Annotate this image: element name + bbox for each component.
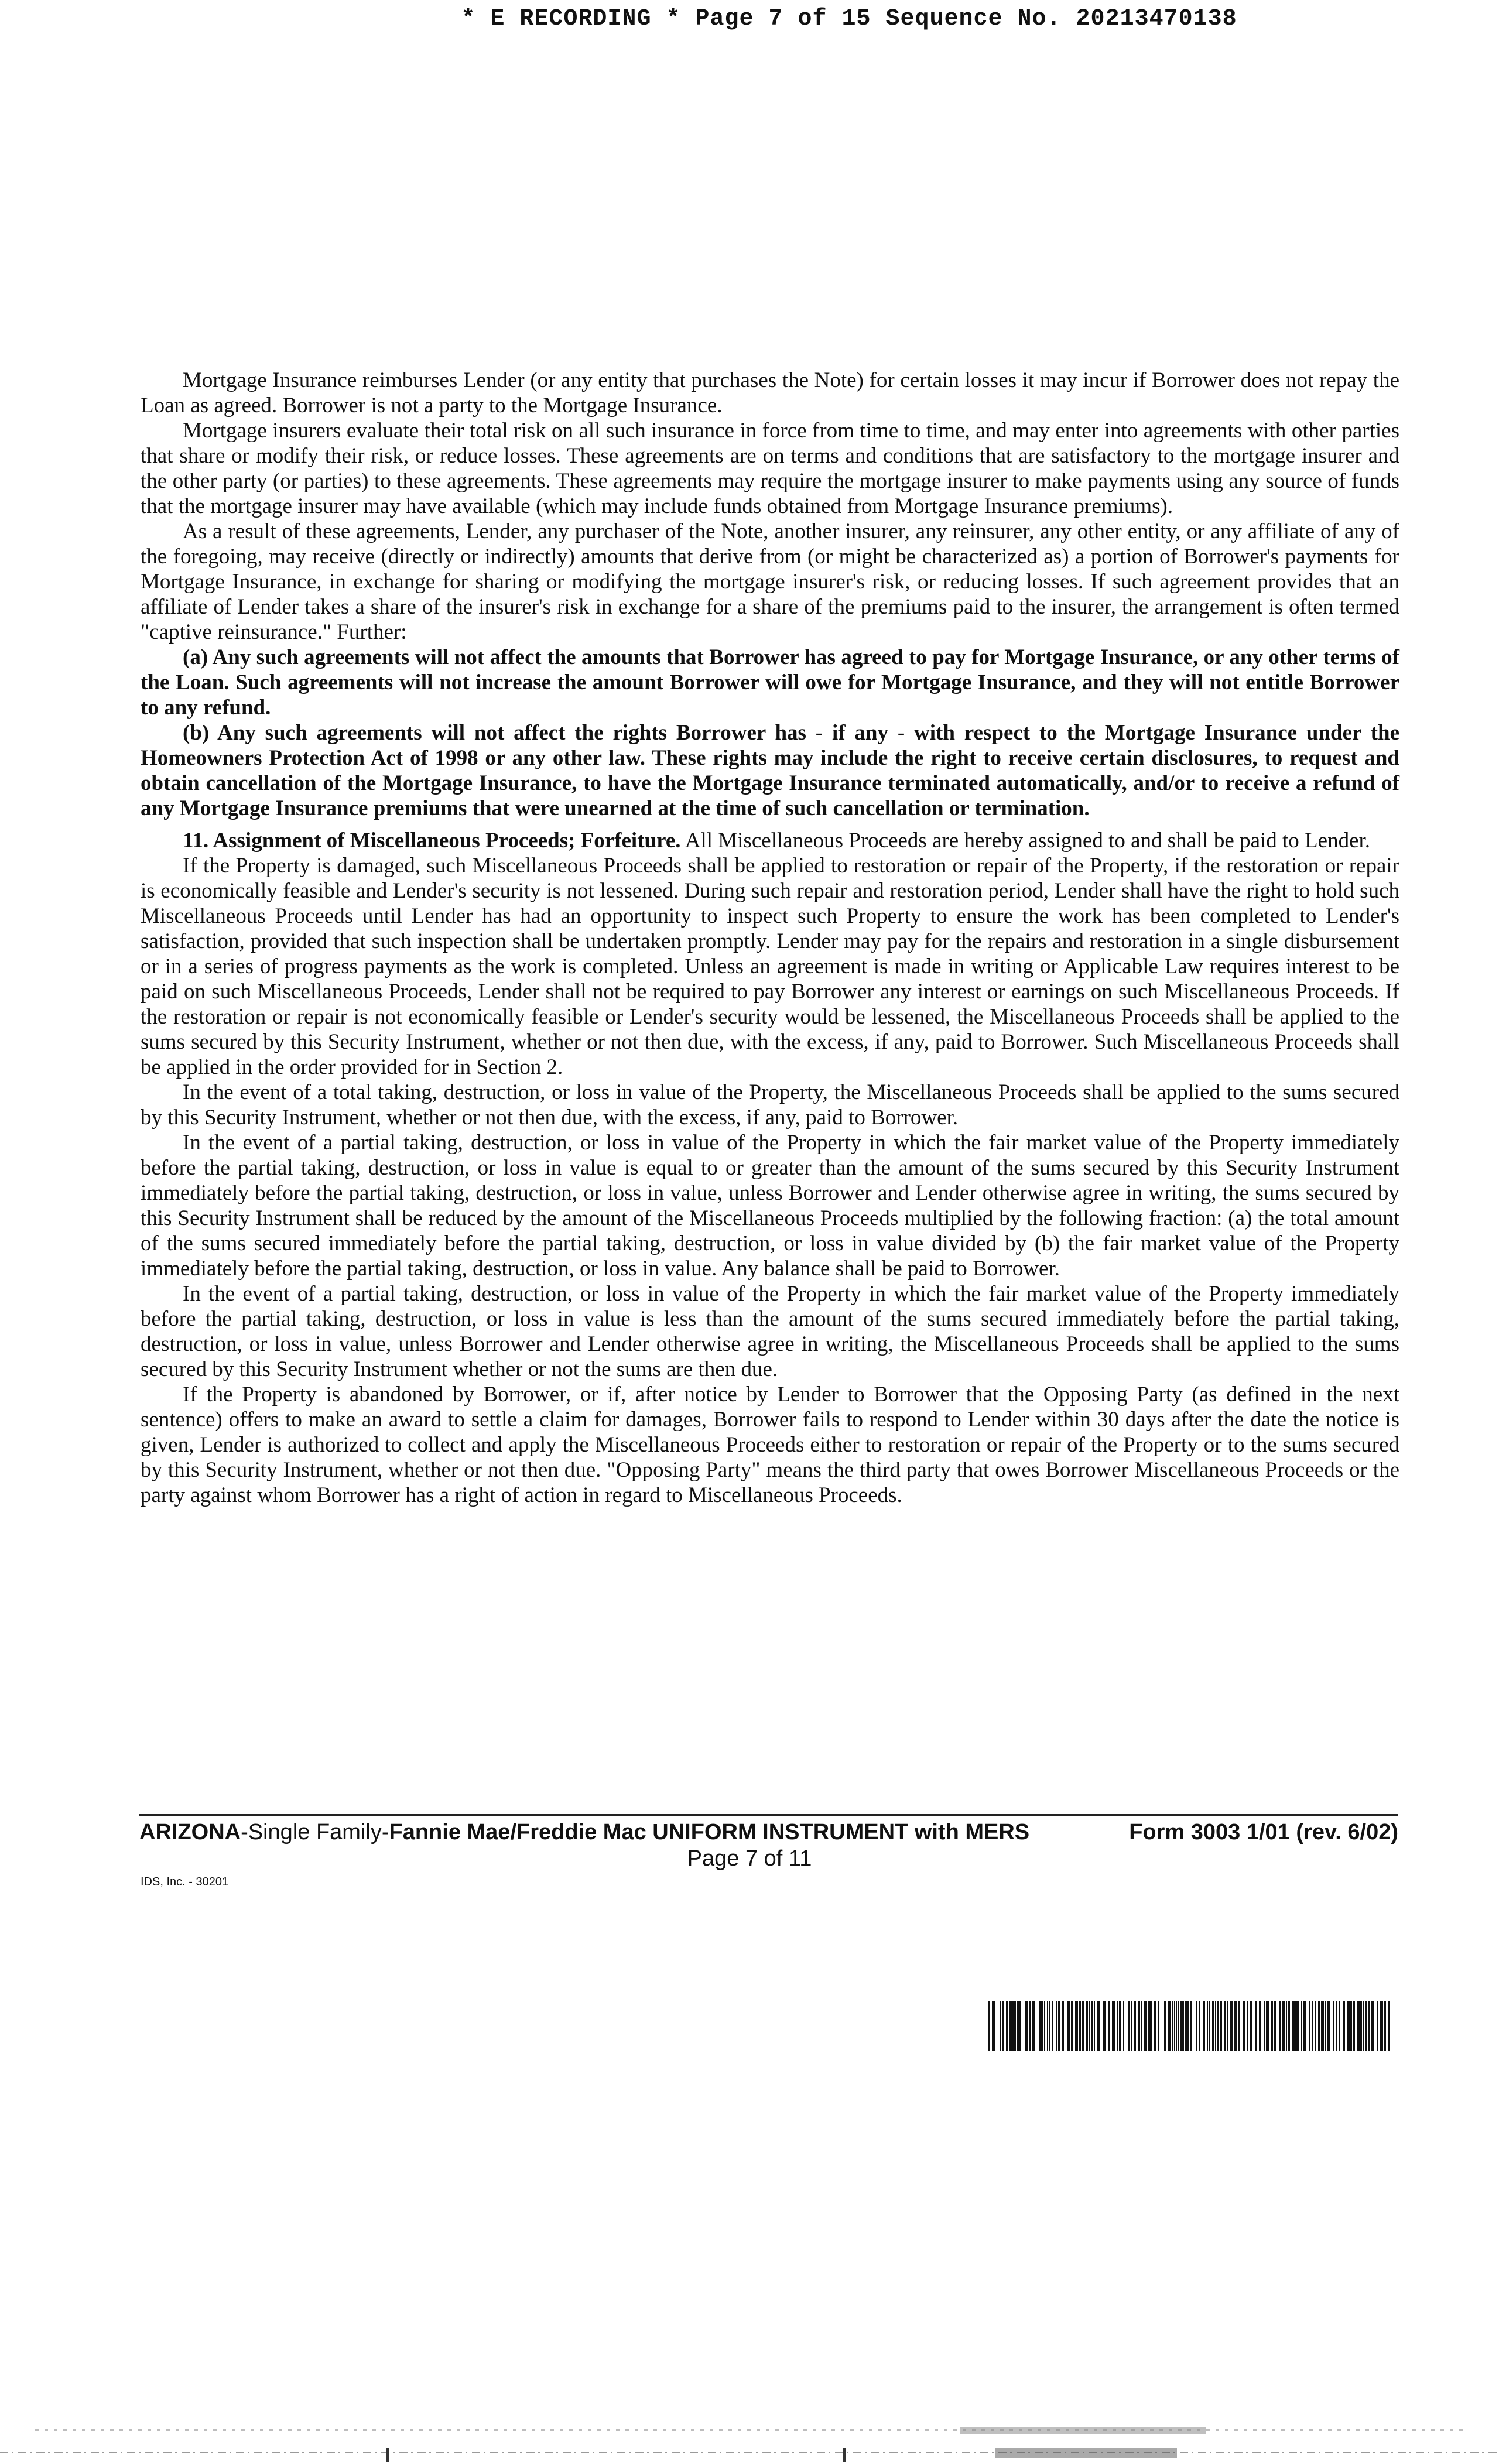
barcode-bar: [1321, 2001, 1324, 2051]
barcode-bar: [1094, 2001, 1095, 2051]
barcode-bar: [1041, 2001, 1043, 2051]
barcode-bar: [1018, 2001, 1021, 2051]
barcode-bar: [1264, 2001, 1265, 2051]
barcode-bar: [1029, 2001, 1031, 2051]
barcode-bar: [1190, 2001, 1192, 2051]
barcode-bar: [1086, 2001, 1088, 2051]
barcode-bar: [1385, 2001, 1386, 2051]
paragraph-mi-agreements: As a result of these agreements, Lender, any purchaser of the Note, another insurer, any reinsurer, any other entity, or any affiliate of any of the foregoing, may receive (directly or indirectly) amounts that derive from (or might be characterized as) a portion of Borrower's payments for Mortgage Insurance, in exchange for sharing or modifying the mortgage insurer's risk, or reducing losses. If such agreement provides that an affiliate of Lender takes a share of the insurer's risk in exchange for a share of the premiums paid to the insurer, the arrangement is often termed "captive reinsurance." Further:: [141, 519, 1399, 644]
barcode-bar: [1301, 2001, 1302, 2051]
barcode-bar: [1178, 2001, 1179, 2051]
barcode-bar: [993, 2001, 995, 2051]
barcode-bar: [1032, 2001, 1035, 2051]
barcode-bar: [1180, 2001, 1183, 2051]
barcode-bar: [1009, 2001, 1011, 2051]
barcode-bar: [1217, 2001, 1219, 2051]
scan-artifact-strip: [0, 2424, 1499, 2464]
barcode-bar: [1049, 2001, 1050, 2051]
footer-form-title: [139, 1820, 1029, 1845]
barcode-bar: [1279, 2001, 1281, 2051]
barcode-bar: [1365, 2001, 1367, 2051]
barcode-bar: [1185, 2001, 1187, 2051]
barcode-bar: [1199, 2001, 1200, 2051]
barcode-bar: [1363, 2001, 1364, 2051]
section-11-intro: [141, 828, 1399, 853]
footer-form-line: [139, 1820, 1398, 1845]
barcode-bar: [1213, 2001, 1214, 2051]
barcode-bar: [1144, 2001, 1147, 2051]
barcode-bar: [1292, 2001, 1295, 2051]
barcode-bar: [1380, 2001, 1383, 2051]
barcode-bar: [1309, 2001, 1310, 2051]
paragraph-mi-reimburses: Mortgage Insurance reimburses Lender (or any entity that purchases the Note) for certain losses it may incur if Borrower does not repay the Loan as agreed. Borrower is not a party to the Mortgage Insurance.: [141, 368, 1399, 417]
barcode-bar: [1298, 2001, 1299, 2051]
barcode-bar: [988, 2001, 990, 2051]
barcode-bar: [1215, 2001, 1216, 2051]
barcode-bar: [1295, 2001, 1298, 2051]
barcode-bar: [1062, 2001, 1064, 2051]
barcode-bar: [1112, 2001, 1114, 2051]
barcode-bar: [1271, 2001, 1273, 2051]
barcode-bar: [1360, 2001, 1362, 2051]
paragraph-abandoned: If the Property is abandoned by Borrower, or if, after notice by Lender to Borrower that the Opposing Party (as defined in the next sentence) offers to make an award to settle a claim for damages, Borrower fails to respond to Lender within 30 days after the date the notice is given, Lender is authorized to collect and apply the Miscellaneous Proceeds either to restoration or repair of the Property or to the sums secured by this Security Instrument, whether or not then due. "Opposing Party" means the third party that owes Borrower Miscellaneous Proceeds or the party against whom Borrower has a right of action in regard to Miscellaneous Proceeds.: [141, 1382, 1399, 1507]
barcode-bar: [1117, 2001, 1118, 2051]
barcode-bar: [1315, 2001, 1316, 2051]
barcode-bar: [1282, 2001, 1285, 2051]
barcode-bar: [1119, 2001, 1121, 2051]
barcode-bar: [1014, 2001, 1016, 2051]
barcode-bar: [1220, 2001, 1222, 2051]
barcode-bar: [1303, 2001, 1306, 2051]
barcode-bar: [1255, 2001, 1257, 2051]
paragraph-mi-insurers: Mortgage insurers evaluate their total risk on all such insurance in force from time to time, and may enter into agreements with other parties that share or modify their risk, or reduce losses. These agreements are on terms and conditions that are satisfactory to the mortgage insurer and the other party (or parties) to these agreements. These agreements may require the mortgage insurer to make payments using any source of funds that the mortgage insurer may have available (which may include funds obtained from Mortgage Insurance premiums).: [141, 419, 1399, 518]
barcode-bar: [1377, 2001, 1378, 2051]
barcode-bar: [1227, 2001, 1228, 2051]
barcode-bar: [1168, 2001, 1171, 2051]
barcode-bar: [1149, 2001, 1152, 2051]
barcode-bar: [1103, 2001, 1106, 2051]
barcode-bar: [1097, 2001, 1100, 2051]
barcode-bar: [1350, 2001, 1352, 2051]
barcode-bar: [1209, 2001, 1210, 2051]
barcode-bar: [1067, 2001, 1069, 2051]
barcode-bar: [1176, 2001, 1177, 2051]
barcode-bar: [1006, 2001, 1008, 2051]
barcode-bar: [1047, 2001, 1048, 2051]
barcode-bar: [1343, 2001, 1345, 2051]
barcode-bar: [1230, 2001, 1233, 2051]
barcode-bar: [1069, 2001, 1070, 2051]
barcode-bar: [1196, 2001, 1197, 2051]
barcode-bar: [1266, 2001, 1269, 2051]
barcode-bar: [1071, 2001, 1073, 2051]
barcode-bar: [1327, 2001, 1330, 2051]
barcode-bar: [1075, 2001, 1078, 2051]
paragraph-clause-a: (a) Any such agreements will not affect the amounts that Borrower has agreed to pay for Mortgage Insurance, or any other terms of the Loan. Such agreements will not increase the amount Borrower will owe for Mortgage Insurance, and they will not entitle Borrower to any refund.: [141, 645, 1399, 720]
paragraph-partial-taking-greater: In the event of a partial taking, destruction, or loss in value of the Property in which the fair market value of the Property immediately before the partial taking, destruction, or loss in value is equal to or greater than the amount of the sums secured by this Security Instrument immediately before the partial taking, destruction, or loss in value, unless Borrower and Lender otherwise agree in writing, the sums secured by this Security Instrument shall be reduced by the amount of the Miscellaneous Proceeds multiplied by the following fraction: (a) the total amount of the sums secured immediately before the partial taking, destruction, or loss in value divided by (b) the fair market value of the Property immediately before the partial taking, destruction, or loss in value. Any balance shall be paid to Borrower.: [141, 1131, 1399, 1281]
barcode-bar: [1044, 2001, 1045, 2051]
barcode-bar: [1108, 2001, 1110, 2051]
section-11-heading: 11. Assignment of Miscellaneous Proceeds; Forfeiture.: [183, 829, 681, 853]
barcode-bar: [1325, 2001, 1326, 2051]
barcode-bar: [992, 2001, 993, 2051]
barcode-bar: [1058, 2001, 1060, 2051]
barcode-bar: [1000, 2001, 1001, 2051]
barcode-bar: [1354, 2001, 1355, 2051]
paragraph-clause-b: (b) Any such agreements will not affect the rights Borrower has - if any - with respect to the Mortgage Insurance under the Homeowners Protection Act of 1998 or any other law. These rights may include the right to receive certain disclosures, to request and obtain cancellation of the Mortgage Insurance, to have the Mortgage Insurance terminated automatically, and/or to receive a refund of any Mortgage Insurance premiums that were unearned at the time of such cancellation or termination.: [141, 721, 1399, 820]
barcode-bar: [1138, 2001, 1140, 2051]
barcode-bar: [1091, 2001, 1093, 2051]
barcode-bar: [1339, 2001, 1340, 2051]
barcode-bar: [1056, 2001, 1057, 2051]
barcode-bar: [1288, 2001, 1290, 2051]
barcode-bar: [1203, 2001, 1205, 2051]
barcode-bar: [1148, 2001, 1149, 2051]
barcode-bar: [1259, 2001, 1261, 2051]
document-body: [141, 368, 1399, 1508]
barcode-bar: [1333, 2001, 1334, 2051]
recording-header-text: * E RECORDING * Page 7 of 15 Sequence No. 20213470138: [461, 6, 1237, 32]
barcode-bar: [1114, 2001, 1115, 2051]
barcode-bar: [1353, 2001, 1354, 2051]
section-11-lead: All Miscellaneous Proceeds are hereby assigned to and shall be paid to Lender.: [680, 829, 1371, 853]
footer-state: ARIZONA: [139, 1820, 241, 1844]
barcode-bar: [1368, 2001, 1370, 2051]
paragraph-property-damaged: If the Property is damaged, such Miscellaneous Proceeds shall be applied to restoration or repair of the Property, if the restoration or repair is economically feasible and Lender's security is not lessened. During such repair and restoration period, Lender shall have the right to hold such Miscellaneous Proceeds until Lender has had an opportunity to inspect such Property to ensure the work has been completed to Lender's satisfaction, provided that such inspection shall be undertaken promptly. Lender may pay for the repairs and restoration in a single disbursement or in a series of progress payments as the work is completed. Unless an agreement is made in writing or Applicable Law requires interest to be paid on such Miscellaneous Proceeds, Lender shall not be required to pay Borrower any interest or earnings on such Miscellaneous Proceeds. If the restoration or repair is not economically feasible or Lender's security would be lessened, the Miscellaneous Proceeds shall be applied to the sums secured by this Security Instrument, whether or not then due, with the excess, if any, paid to Borrower. Such Miscellaneous Proceeds shall be applied in the order provided for in Section 2.: [141, 854, 1399, 1079]
barcode-bar: [1172, 2001, 1173, 2051]
barcode-bar: [1388, 2001, 1390, 2051]
barcode-bar: [1224, 2001, 1226, 2051]
footer-ids-code: IDS, Inc. - 30201: [141, 1876, 229, 1888]
barcode-bar: [1011, 2001, 1014, 2051]
footer-form-id: Form 3003 1/01 (rev. 6/02): [1129, 1820, 1398, 1844]
recording-header: [0, 6, 1499, 32]
barcode-bar: [1187, 2001, 1189, 2051]
footer-family: -Single Family-: [241, 1820, 389, 1844]
barcode-bar: [1336, 2001, 1337, 2051]
barcode-bar: [1123, 2001, 1124, 2051]
barcode-bar: [1134, 2001, 1136, 2051]
barcode-bar: [1128, 2001, 1130, 2051]
barcode-bar: [1052, 2001, 1053, 2051]
barcode-bar: [1371, 2001, 1374, 2051]
barcode-bar: [1174, 2001, 1175, 2051]
barcode-bar: [1039, 2001, 1041, 2051]
footer-page-number: Page 7 of 11: [687, 1846, 812, 1871]
barcode-bar: [1318, 2001, 1320, 2051]
paragraph-total-taking: In the event of a total taking, destruction, or loss in value of the Property, the Miscellaneous Proceeds shall be applied to the sums secured by this Security Instrument, whether or not then due, with the excess, if any, paid to Borrower.: [141, 1080, 1399, 1130]
barcode-bar: [1238, 2001, 1240, 2051]
barcode-bar: [1158, 2001, 1159, 2051]
barcode-bar: [1347, 2001, 1350, 2051]
barcode-bar: [1247, 2001, 1248, 2051]
barcode-bar: [1207, 2001, 1208, 2051]
barcode-bar: [1234, 2001, 1237, 2051]
paragraph-partial-taking-less: In the event of a partial taking, destruction, or loss in value of the Property in which the fair market value of the Property immediately before the partial taking, destruction, or loss in value is less than the amount of the sums secured immediately before the partial taking, destruction, or loss in value, unless Borrower and Lender otherwise agree in writing, the Miscellaneous Proceeds shall be applied to the sums secured by this Security Instrument whether or not the sums are then due.: [141, 1282, 1399, 1381]
barcode-bar: [1089, 2001, 1090, 2051]
barcode-bar: [1079, 2001, 1081, 2051]
barcode-bar: [1164, 2001, 1166, 2051]
barcode-bar: [1312, 2001, 1313, 2051]
barcode-bar: [1250, 2001, 1252, 2051]
barcode-bar: [1212, 2001, 1213, 2051]
barcode-bar: [1286, 2001, 1287, 2051]
barcode-bar: [1384, 2001, 1385, 2051]
barcode-bar: [1131, 2001, 1132, 2051]
barcode-bar: [1243, 2001, 1245, 2051]
barcode-image: [988, 2001, 1390, 2051]
barcode-bar: [1357, 2001, 1360, 2051]
footer-title: Fannie Mae/Freddie Mac UNIFORM INSTRUMENT with MERS: [389, 1820, 1030, 1844]
barcode-bar: [1082, 2001, 1084, 2051]
barcode-bar: [1025, 2001, 1028, 2051]
barcode-bar: [1017, 2001, 1018, 2051]
barcode-bar: [1183, 2001, 1184, 2051]
barcode-bar: [1154, 2001, 1156, 2051]
footer-rule: [139, 1814, 1398, 1816]
barcode-bar: [1274, 2001, 1276, 2051]
barcode-bar: [1141, 2001, 1142, 2051]
barcode-bar: [1002, 2001, 1004, 2051]
